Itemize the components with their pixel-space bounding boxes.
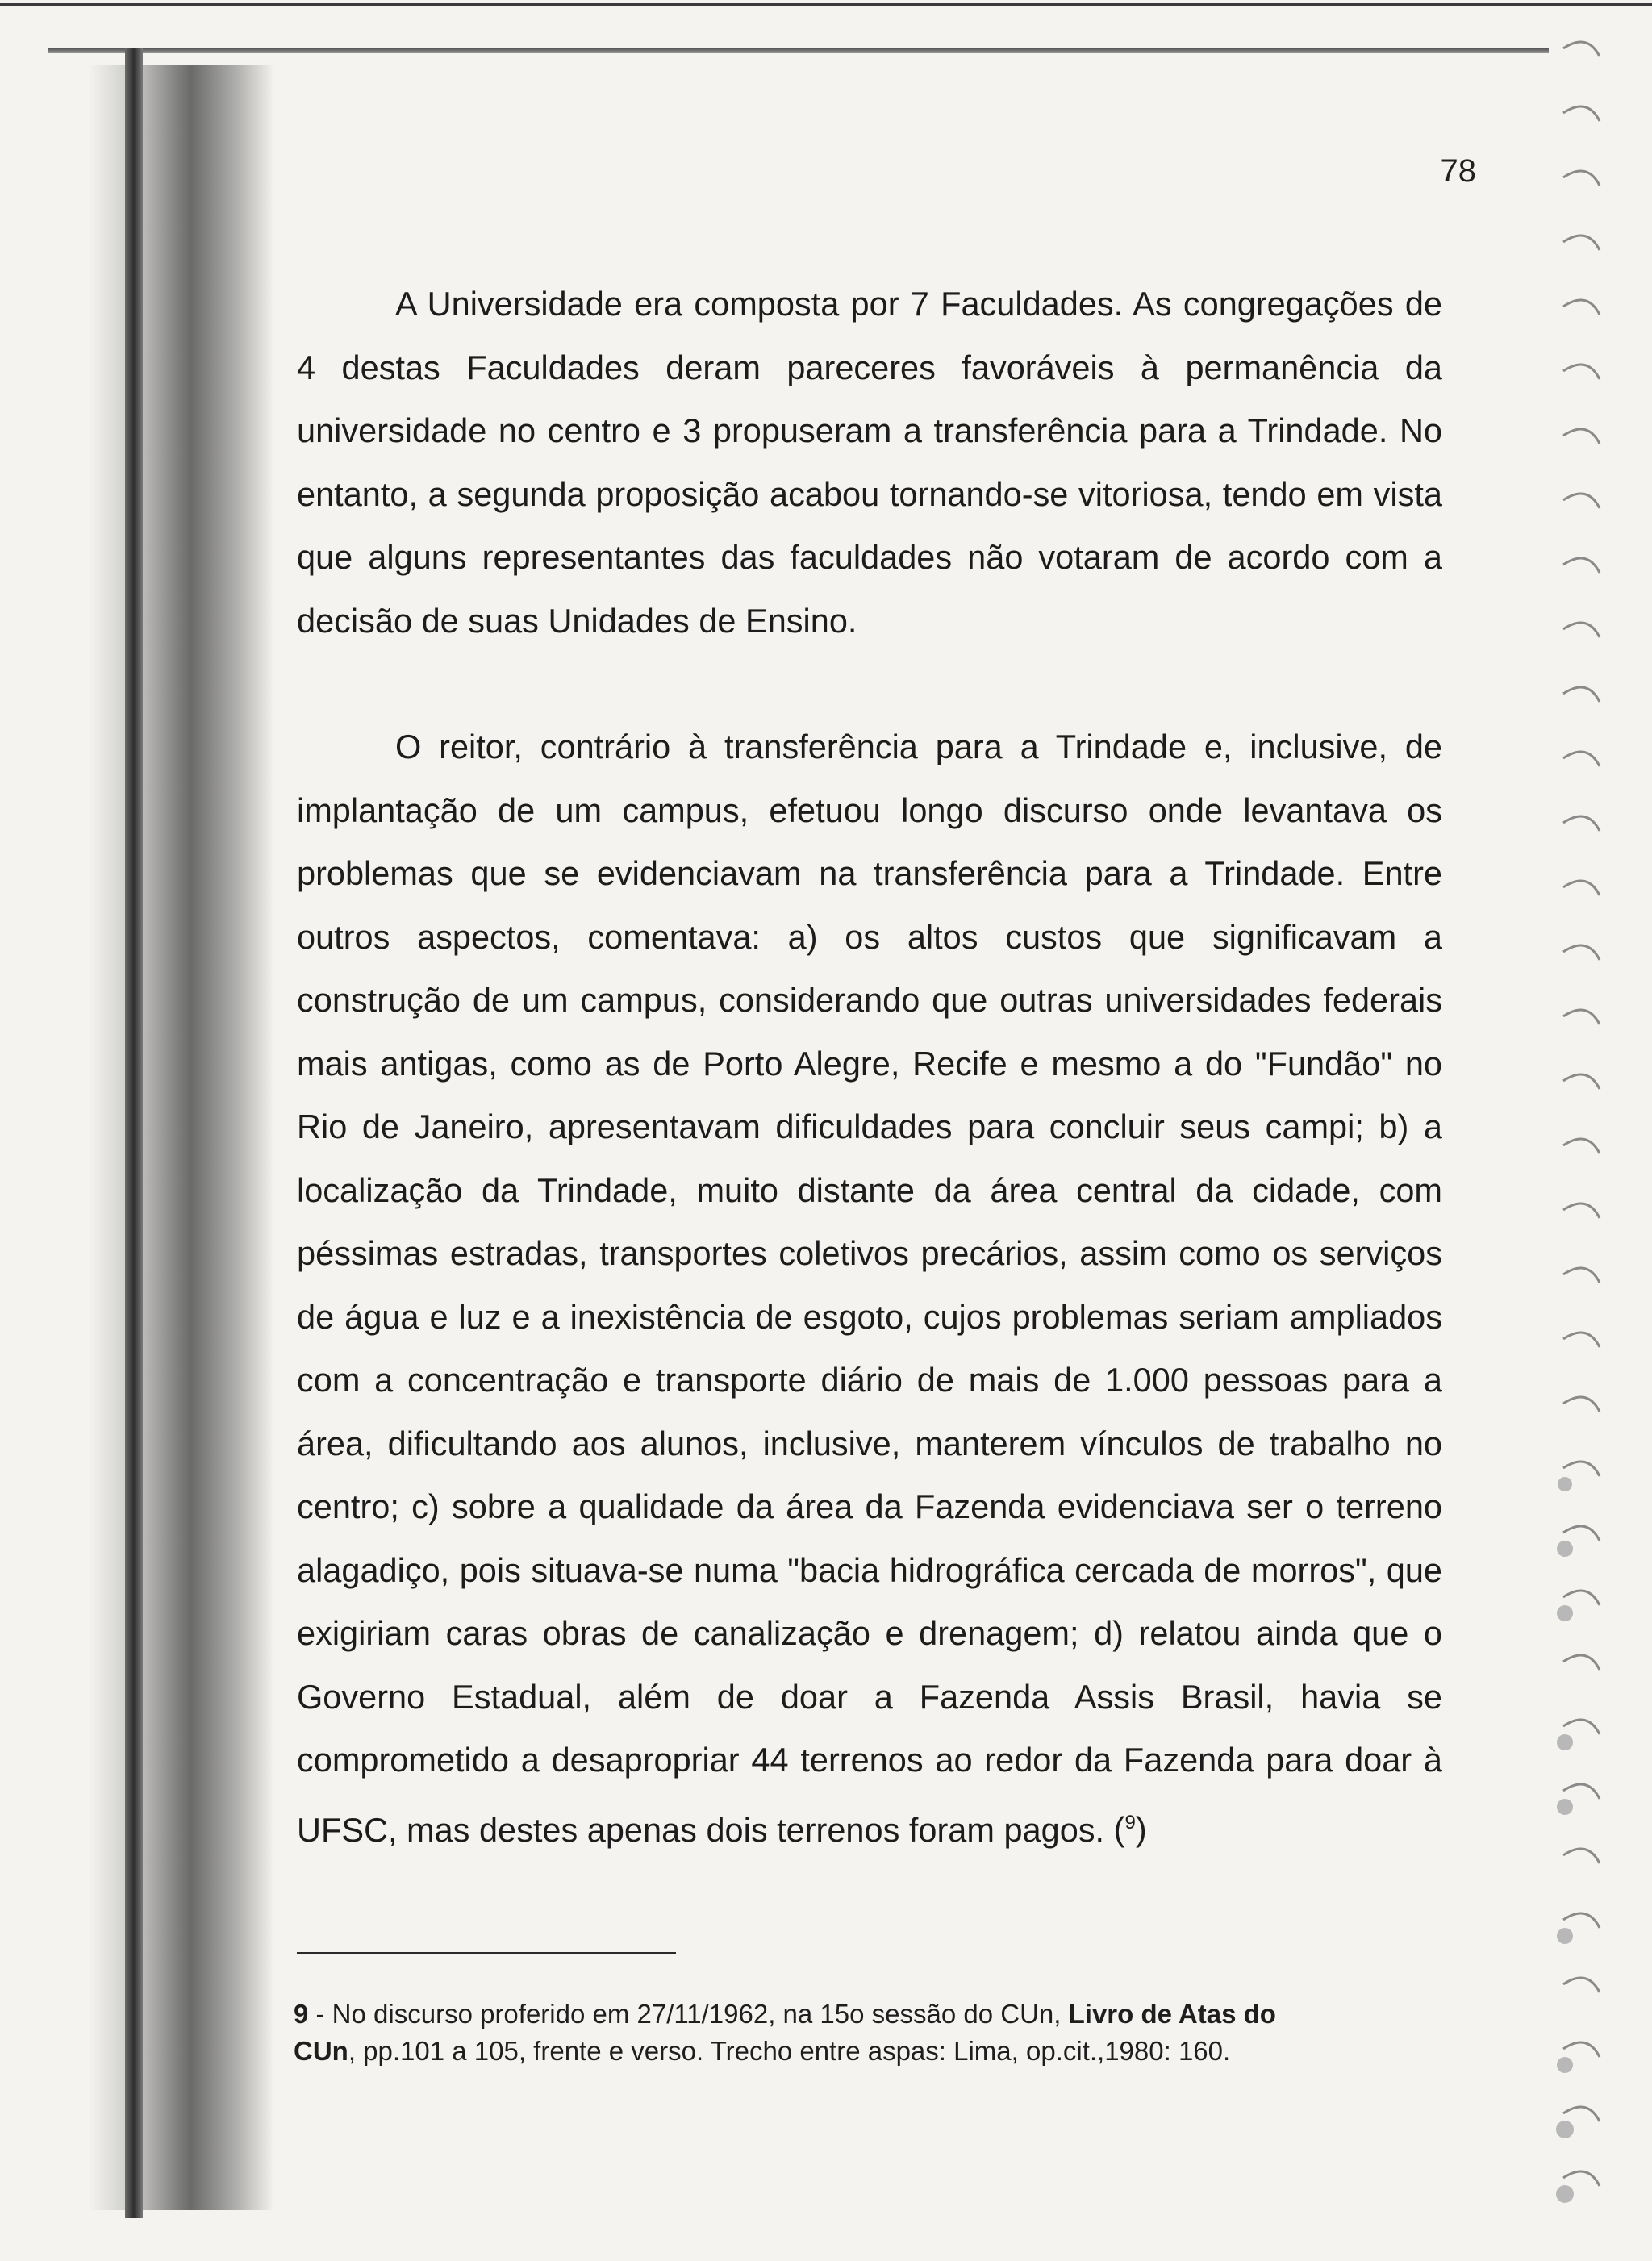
scan-top-shadow xyxy=(48,48,1549,53)
body-text xyxy=(297,273,1442,1862)
footnote-9 xyxy=(294,1996,1278,2070)
scan-top-edge xyxy=(0,3,1652,6)
footnote-source-title: Livro de Atas do CUn xyxy=(294,1999,1276,2066)
footnote-number: 9 xyxy=(294,1999,309,2029)
binding-edge xyxy=(125,48,143,2218)
page-number: 78 xyxy=(1440,153,1476,189)
footnote-text-1: - No discurso proferido em 27/11/1962, na 15o sessão do CUn, xyxy=(308,1999,1069,2029)
paragraph-2 xyxy=(297,715,1442,1862)
footnote-reference: ($^9$) xyxy=(1113,1810,1147,1849)
paragraph-1: A Universidade era composta por 7 Faculdades. As congregações de 4 destas Faculdades deram pareceres favoráveis à permanência da universidade no centro e 3 propuseram a transferência para a Trindade. No entanto, a segunda proposição acabou tornando-se vitoriosa, tendo em vista que alguns representantes das faculdades não votaram de acordo com a decisão de suas Unidades de Ensino. xyxy=(297,285,1442,640)
spiral-binding-marks xyxy=(1547,16,1620,2242)
binding-shadow xyxy=(89,65,274,2210)
paragraph-2-text: O reitor, contrário à transferência para a Trindade e, inclusive, de implantação de um campus, efetuou longo discurso onde levantava os problemas que se evidenciavam na transferência para a Trindade. Entre outros aspectos, comentava: a) os altos custos que significavam a construção de um campus, considerando que outras universidades federais mais antigas, como as de Porto Alegre, Recife e mesmo a do "Fundão" no Rio de Janeiro, apresentavam dificuldades para concluir seus campi; b) a localização da Trindade, muito distante da área central da cidade, com péssimas estradas, transportes coletivos precários, assim como os serviços de água e luz e a inexistência de esgoto, cujos problemas seriam ampliados com a concentração e transporte diário de mais de 1.000 pessoas para a área, dificultando aos alunos, inclusive, manterem vínculos de trabalho no centro; c) sobre a qualidade da área da Fazenda evidenciava ser o terreno alagadiço, pois situava-se numa "bacia hidrográfica cercada de morros", que exigiriam caras obras de canalização e drenagem; d) relatou ainda que o Governo Estadual, além de doar a Fazenda Assis Brasil, havia se comprometido a desapropriar 44 terrenos ao redor da Fazenda para doar à UFSC, mas destes apenas dois terrenos foram pagos. xyxy=(297,728,1442,1849)
footnote-separator xyxy=(297,1952,676,1954)
footnote-text-2: , pp.101 a 105, frente e verso. Trecho entre aspas: Lima, op.cit.,1980: 160. xyxy=(348,2036,1231,2066)
